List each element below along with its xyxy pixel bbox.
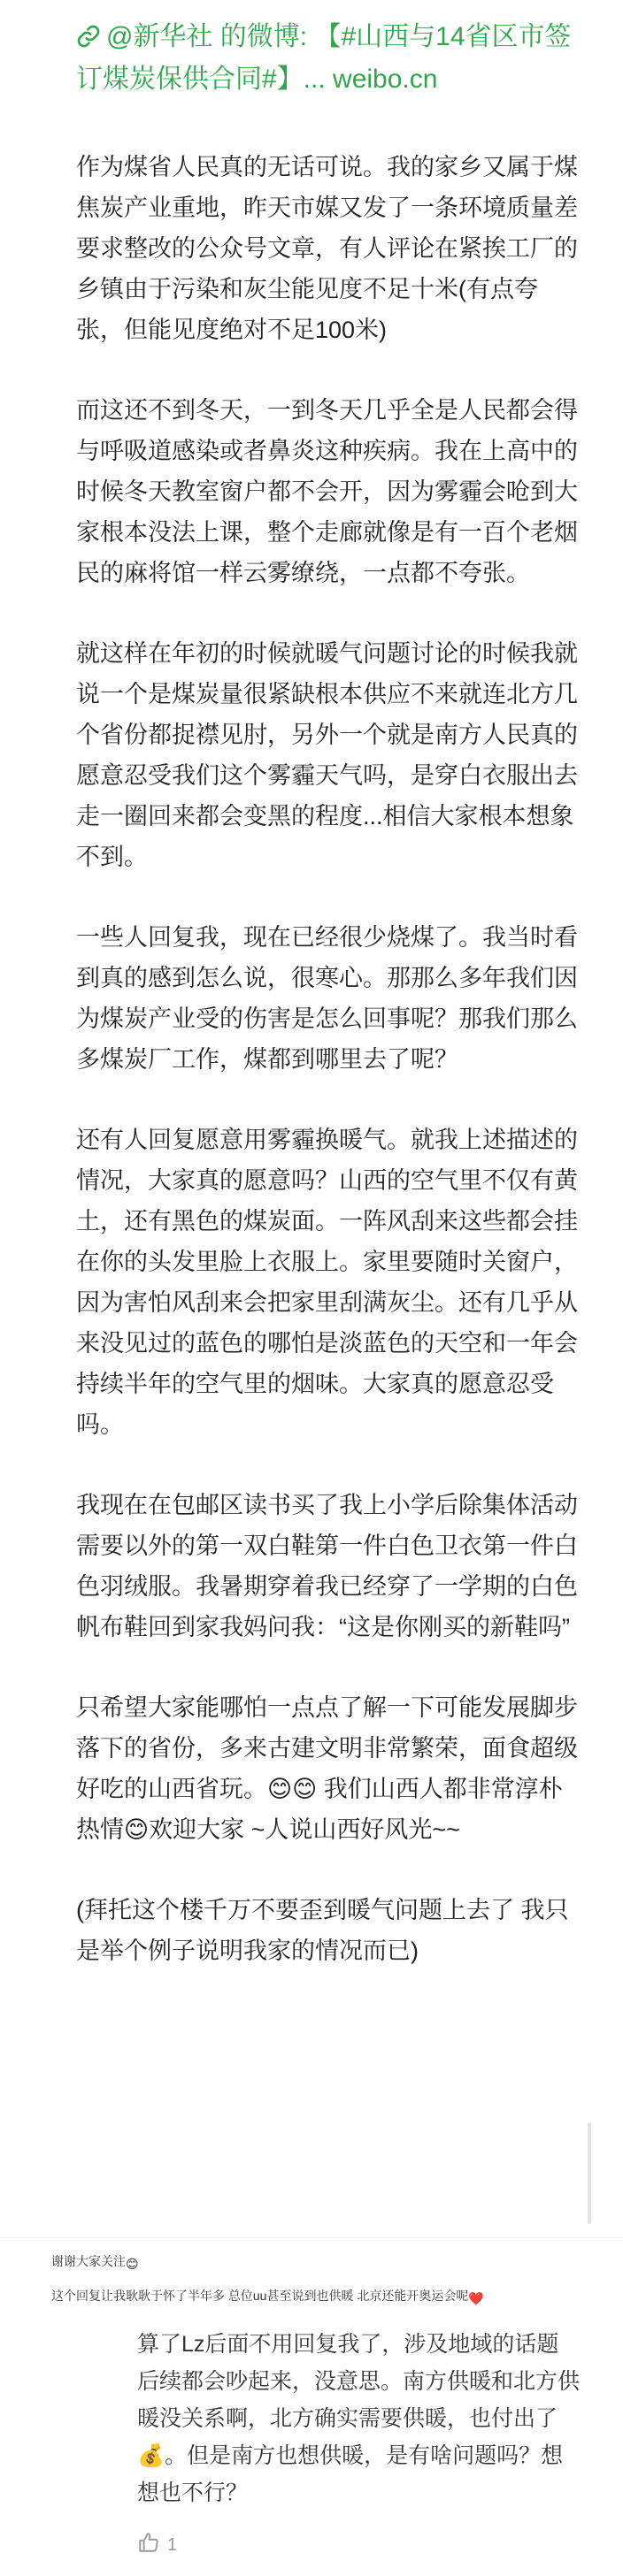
post-paragraph-4: 一些人回复我，现在已经很少烧煤了。我当时看到真的感到怎么说，很寒心。那那么多年我们因为煤炭产业受的伤害是怎么回事呢？那我们那么多煤炭厂工作，煤都到哪里去了呢？ <box>76 924 578 1073</box>
comment-line-1-text: 谢谢大家关注 <box>51 2254 126 2268</box>
post-paragraph-8: (拜托这个楼千万不要歪到暖气问题上去了 我只是举个例子说明我家的情况而已) <box>76 1897 569 1964</box>
heart-emoji-icon: ❤️ <box>468 2291 484 2305</box>
post-paragraph-1: 作为煤省人民真的无话可说。我的家乡又属于煤焦炭产业重地，昨天市媒又发了一条环境质量差要求整改的公众号文章，有人评论在紧挨工厂的乡镇由于污染和灰尘能见度不足十米(有点夸张，但能见度绝对不足100米) <box>76 154 578 343</box>
post-paragraph-2: 而这还不到冬天，一到冬天几乎全是人民都会得与呼吸道感染或者鼻炎这种疾病。我在上高中的时候冬天教室窗户都不会开，因为雾霾会呛到大家根本没法上课，整个走廊就像是有一百个老烟民的麻将馆一样云雾缭绕，一点都不夸张。 <box>76 397 578 586</box>
divider <box>0 2237 623 2238</box>
reply-comment: 算了Lz后面不用回复我了，涉及地域的话题后续都会吵起来，没意思。南方供暖和北方供暖没关系啊，北方确实需要供暖，也付出了💰。但是南方也想供暖，是有啥问题吗？想想也不行？ <box>137 2332 581 2505</box>
weibo-link[interactable] <box>76 16 589 101</box>
post-paragraph-5: 还有人回复愿意用雾霾换暖气。就我上述描述的情况，大家真的愿意吗？山西的空气里不仅有黄土，还有黑色的煤炭面。一阵风刮来这些都会挂在你的头发里脸上衣服上。家里要随时关窗户，因为害怕风刮来会把家里刮满灰尘。还有几乎从来没见过的蓝色的哪怕是淡蓝色的天空和一年会持续半年的空气里的烟味。大家真的愿意忍受吗。 <box>76 1127 578 1438</box>
post-paragraph-3: 就这样在年初的时候就暖气问题讨论的时候我就说一个是煤炭量很紧缺根本供应不来就连北方几个省份都捉襟见肘，另外一个就是南方人民真的愿意忍受我们这个雾霾天气吗，是穿白衣服出去走一圈回来都会变黑的程度...相信大家根本想象不到。 <box>76 640 578 870</box>
comment-line-2-text: 这个回复让我耿耿于怀了半年多 总位uu甚至说到也供暖 北京还能开奥运会呢 <box>51 2289 469 2303</box>
scrollbar[interactable] <box>588 2122 591 2224</box>
like-count: 1 <box>167 2534 178 2555</box>
smile-emoji-icon: 😊 <box>126 2257 139 2271</box>
thumbs-up-icon[interactable] <box>137 2531 160 2559</box>
comment-line-1 <box>51 2251 139 2274</box>
post-paragraph-7: 只希望大家能哪怕一点点了解一下可能发展脚步落下的省份，多来古建文明非常繁荣，面食超级好吃的山西省玩。😊😊 我们山西人都非常淳朴热情😊欢迎大家 ~人说山西好风光~~ <box>76 1694 578 1843</box>
link-icon <box>76 19 101 44</box>
post-paragraph-6: 我现在在包邮区读书买了我上小学后除集体活动需要以外的第一双白鞋第一件白色卫衣第一件白色羽绒服。我暑期穿着我已经穿了一学期的白色帆布鞋回到家我妈问我：“这是你刚买的新鞋吗” <box>76 1492 578 1640</box>
comment-line-2 <box>51 2286 484 2308</box>
like-button[interactable] <box>137 2529 177 2561</box>
weibo-link-text[interactable]: @新华社 的微博: 【#山西与14省区市签订煤炭保供合同#】... weibo.cn <box>76 22 572 94</box>
post-body <box>76 147 579 2011</box>
